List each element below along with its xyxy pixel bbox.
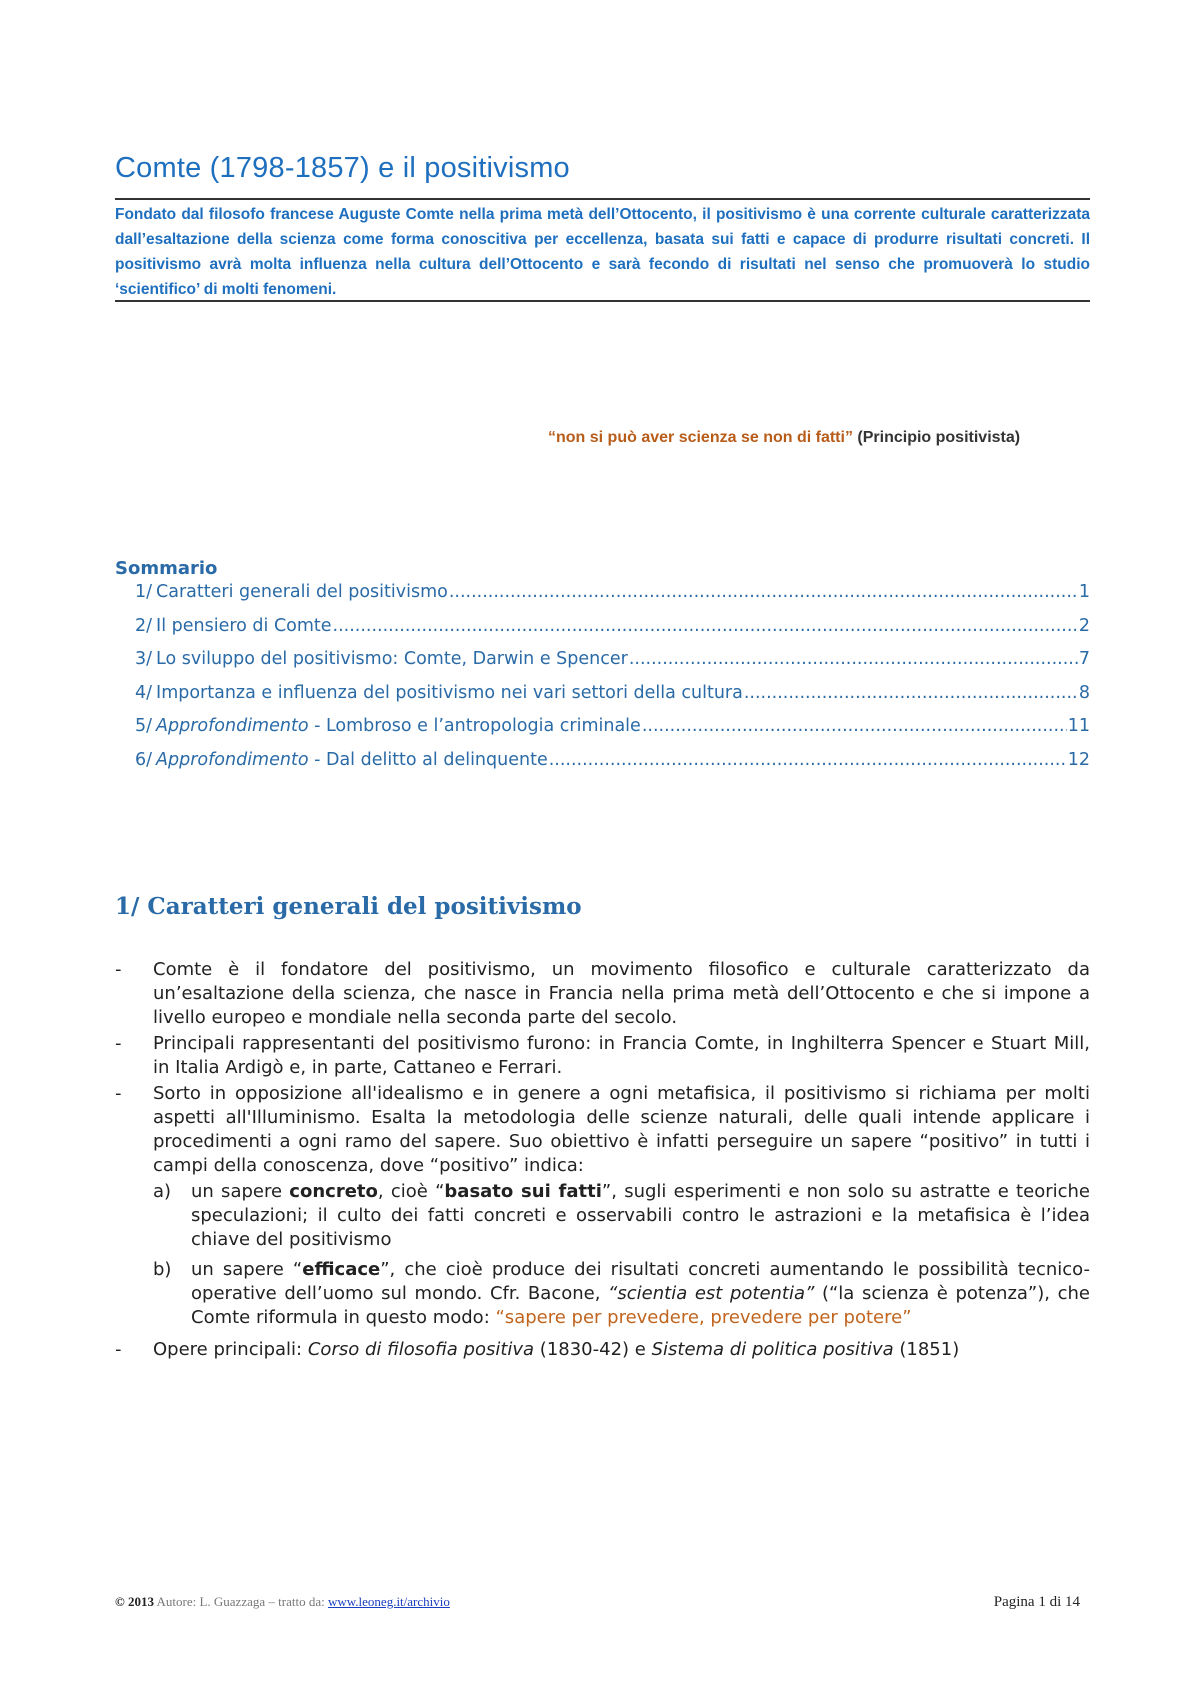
list-item [115,1338,1090,1362]
text-run: un sapere [191,1181,290,1202]
list-item [115,1032,1090,1080]
toc-item-page: 8 [1078,682,1090,703]
toc-item-prefix: Approfondimento [156,716,309,737]
toc-item-page: 11 [1067,716,1090,737]
toc-item-prefix: Approfondimento [156,749,309,770]
toc-dot-leader [642,716,1067,736]
epigraph-source: (Principio positivista) [857,429,1021,446]
list-item [115,1082,1090,1336]
title-rule-top [115,198,1090,200]
text-run: un sapere “ [191,1259,303,1280]
toc-item[interactable] [115,750,1090,784]
sub-list-text [191,1180,1090,1252]
toc-item[interactable] [115,716,1090,750]
italic-run: Sistema di politica positiva [651,1339,894,1360]
toc-item-label: Caratteri generali del positivismo [156,582,448,602]
toc-item-page: 7 [1078,649,1090,670]
section-heading: 1/ Caratteri generali del positivismo [115,893,582,920]
bullet-text: Principali rappresentanti del positivismo furono: in Francia Comte, in Inghilterra Spencer e Stuart Mill, in Italia Ardigò e, in parte, Cattaneo e Ferrari. [153,1033,1090,1078]
footer-copyright: © 2013 [115,1594,154,1609]
toc-item-text [156,683,743,703]
toc-item-page: 12 [1067,749,1090,770]
toc-item-number: 3/ [135,649,153,670]
intro-abstract: Fondato dal filosofo francese Auguste Comte nella prima metà dell’Ottocento, il positivismo è una corrente culturale caratterizzata dall’esaltazione della scienza come forma conoscitiva per eccellenza, basata sui fatti e capace di produrre risultati concreti. Il positivismo avrà molta influenza nella cultura dell’Ottocento e sarà fecondo di risultati nel senso che promuoverà lo studio ‘scientifico’ di molti fenomeni. [115,206,1090,298]
highlight-quote: “sapere per prevedere, prevedere per potere” [495,1307,912,1328]
bullet-text: Sorto in opposizione all'idealismo e in genere a ogni metafisica, il positivismo si richiama per molti aspetti all'Illuminismo. Esalta la metodologia delle scienze naturali, delle quali intende applicare i procedimenti a ogni ramo del sapere. Suo obiettivo è infatti perseguire un sapere “positivo” in tutti i campi della conoscenza, dove “positivo” indica: [153,1083,1090,1176]
epigraph [548,429,1020,447]
text-run: ”, sugli esperimenti e non solo su astratte e teoriche speculazioni; il culto dei fatti concreti e osservabili contro le astrazioni e la metafisica è l’idea chiave del positivismo [191,1181,1090,1250]
italic-run: Corso di filosofia positiva [307,1339,535,1360]
footer-author: Autore: L. Guazzaga – tratto da: [153,1594,328,1609]
epigraph-quote: “non si può aver scienza se non di fatti” [548,429,853,446]
toc-item-number: 2/ [135,615,153,636]
bullet-text [153,1338,1090,1362]
toc-item-text [156,582,448,602]
toc-item-number: 5/ [135,716,153,737]
toc-item[interactable] [115,582,1090,616]
text-run: (1851) [893,1339,960,1360]
section-body [115,958,1090,1364]
bullet-dash: - [115,1339,122,1360]
table-of-contents [115,558,1090,784]
bold-run: basato sui fatti [444,1181,602,1202]
bullet-dash: - [115,1033,122,1054]
toc-item-number: 1/ [135,582,153,602]
bold-run: efficace [302,1259,381,1280]
toc-item-label: Importanza e influenza del positivismo nei vari settori della cultura [156,682,743,703]
sub-list-letter: a) [153,1181,172,1202]
toc-item-label: Lo sviluppo del positivismo: Comte, Darwin e Spencer [156,649,628,670]
toc-dot-leader [629,649,1078,669]
sub-list-item-b [153,1258,1090,1330]
toc-dot-leader [449,582,1078,602]
toc-item[interactable] [115,649,1090,683]
page-title: Comte (1798-1857) e il positivismo [115,152,570,184]
text-run: ”, che cioè produce dei risultati concreti aumentando le possibilità tecnico-operative dell’uomo sul mondo. Cfr. Bacone, [191,1259,1090,1304]
bullet-dash: - [115,959,122,980]
toc-dot-leader [744,683,1078,703]
page-footer [115,1594,1080,1611]
toc-item-label: - Dal delitto al delinquente [308,749,548,770]
title-rule-bottom [115,300,1090,302]
toc-item[interactable] [115,683,1090,717]
toc-item-page: 1 [1078,582,1090,602]
text-run: , cioè “ [377,1181,445,1202]
list-item [115,958,1090,1030]
toc-title: Sommario [115,558,218,579]
sub-list-item-a [153,1180,1090,1252]
toc-item-number: 4/ [135,682,153,703]
sub-list-letter: b) [153,1259,172,1280]
bullet-text: Comte è il fondatore del positivismo, un movimento filosofico e culturale caratterizzato da un’esaltazione della scienza, che nasce in Francia nella prima metà dell’Ottocento e che si impone a livello europeo e mondiale nella seconda parte del secolo. [153,959,1090,1028]
toc-item-page: 2 [1078,615,1090,636]
text-run: (“la scienza è potenza”), che Comte riformula in questo modo: [191,1283,1090,1328]
toc-item-number: 6/ [135,749,153,770]
bullet-dash: - [115,1083,122,1104]
page-number: Pagina 1 di 14 [993,1594,1080,1610]
toc-item-text [156,616,332,636]
toc-item-label: - Lombroso e l’antropologia criminale [308,716,641,737]
toc-item-label: Il pensiero di Comte [156,615,332,636]
italic-run: “scientia est potentia” [608,1283,815,1304]
toc-dot-leader [549,750,1067,770]
toc-item-text [156,649,628,669]
toc-item[interactable] [115,616,1090,650]
sub-list-text [191,1258,1090,1330]
footer-link[interactable]: www.leoneg.it/archivio [327,1594,450,1609]
bold-run: concreto [289,1181,378,1202]
toc-dot-leader [333,616,1078,636]
toc-item-text [156,716,641,736]
bullet-block [153,1082,1090,1336]
text-run: Opere principali: [153,1339,308,1360]
toc-item-text [156,750,548,770]
footer-credit [115,1594,450,1611]
text-run: (1830-42) e [534,1339,652,1360]
